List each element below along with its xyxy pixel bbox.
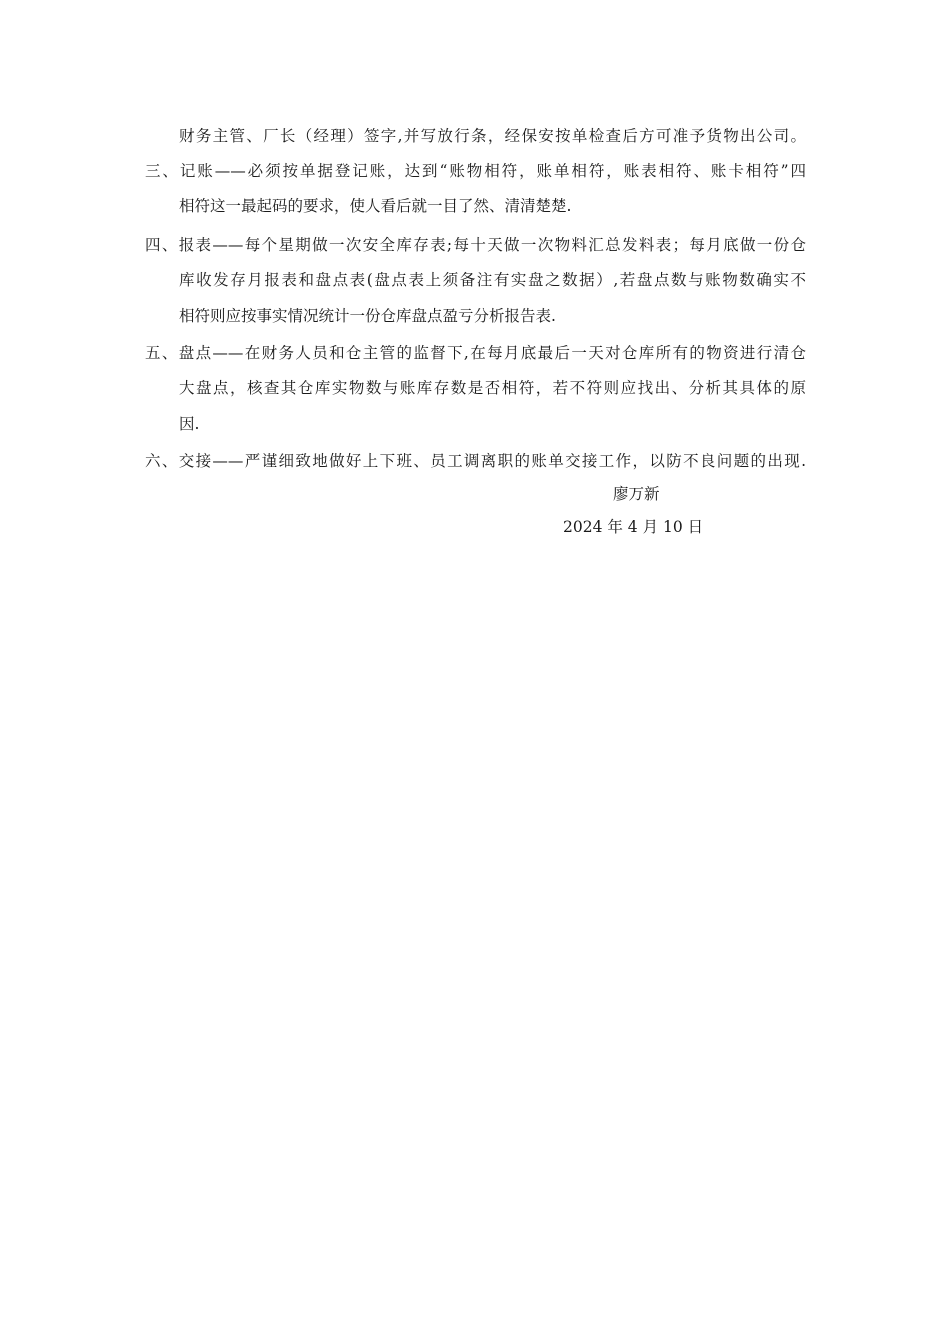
paragraph-continuation: 财务主管、厂长（经理）签字,并写放行条，经保安按单检查后方可准予货物出公司。	[179, 127, 806, 145]
section-five-line-1: 五、盘点——在财务人员和仓主管的监督下,在每月底最后一天对仓库所有的物资进行清仓	[145, 344, 806, 362]
section-four-line-3: 相符则应按事实情况统计一份仓库盘点盈亏分析报告表.	[179, 307, 556, 325]
signature-date: 2024 年 4 月 10 日	[563, 518, 704, 536]
section-five-line-2: 大盘点，核查其仓库实物数与账库存数是否相符，若不符则应找出、分析其具体的原	[179, 379, 806, 397]
section-three-line-1: 三、记账——必须按单据登记账，达到“账物相符，账单相符，账表相符、账卡相符”四	[145, 162, 806, 180]
section-six-line-1: 六、交接——严谨细致地做好上下班、员工调离职的账单交接工作，以防不良问题的出现.	[145, 452, 806, 470]
section-three-line-2: 相符这一最起码的要求，使人看后就一目了然、清清楚楚.	[179, 197, 572, 215]
section-four-line-1: 四、报表——每个星期做一次安全库存表;每十天做一次物料汇总发料表；每月底做一份仓	[145, 236, 806, 254]
section-five-line-3: 因.	[179, 415, 200, 433]
section-four-line-2: 库收发存月报表和盘点表(盘点表上须备注有实盘之数据）,若盘点数与账物数确实不	[179, 271, 806, 289]
signature-name: 廖万新	[613, 485, 660, 503]
